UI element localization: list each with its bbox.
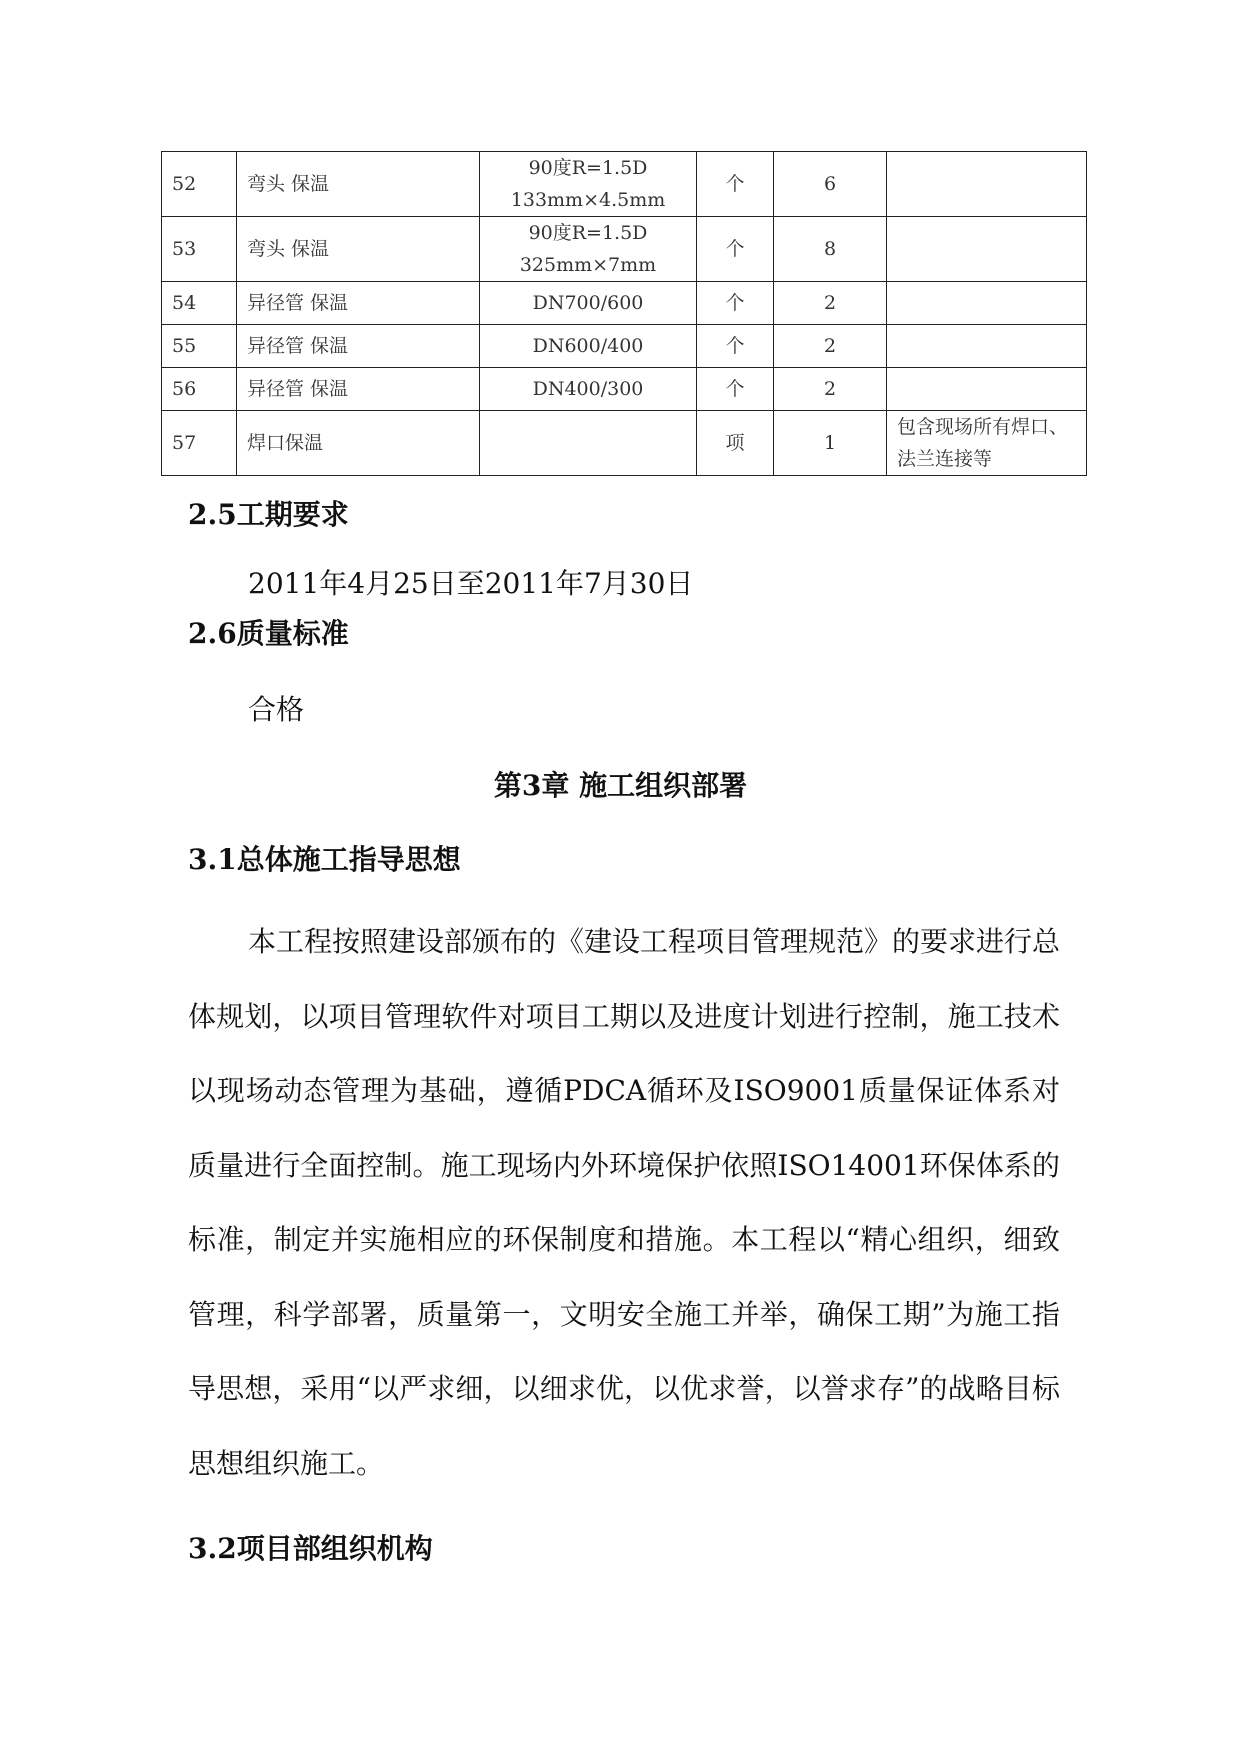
table-row: [162, 368, 1087, 411]
chapter-title: 第3章 施工组织部署: [493, 769, 748, 802]
item-spec: DN400/300: [480, 368, 697, 411]
item-qty: 8: [774, 217, 887, 282]
section-3-2-heading: 3.2项目部组织机构: [188, 1532, 433, 1565]
item-spec: [480, 217, 697, 282]
item-spec: DN600/400: [480, 325, 697, 368]
item-spec: [480, 411, 697, 476]
row-number: 54: [162, 282, 237, 325]
section-3-1-body: 本工程按照建设部颁布的《建设工程项目管理规范》的要求进行总体规划，以项目管理软件对项目工期以及进度计划进行控制，施工技术以现场动态管理为基础，遵循PDCA循环及ISO9001质量保证体系对质量进行全面控制。施工现场内外环境保护依照ISO14001环保体系的标准，制定并实施相应的环保制度和措施。本工程以“精心组织，细致管理，科学部署，质量第一，文明安全施工并举，确保工期”为施工指导思想，采用“以严求细，以细求优，以优求誉，以誉求存”的战略目标思想组织施工。: [188, 925, 1061, 1480]
table-row: [162, 282, 1087, 325]
spec-line: 133mm×4.5mm: [510, 189, 666, 211]
item-note: [887, 152, 1087, 217]
item-unit: 项: [697, 411, 774, 476]
section-2-5-heading: 2.5工期要求: [188, 498, 349, 531]
row-number: 57: [162, 411, 237, 476]
item-spec: DN700/600: [480, 282, 697, 325]
row-number: 52: [162, 152, 237, 217]
item-note: [887, 282, 1087, 325]
material-table: [161, 151, 1087, 476]
row-number: 53: [162, 217, 237, 282]
item-note: 包含现场所有焊口、法兰连接等: [887, 411, 1087, 476]
item-qty: 6: [774, 152, 887, 217]
spec-line: 90度R=1.5D: [528, 222, 648, 244]
item-qty: 2: [774, 368, 887, 411]
row-number: 56: [162, 368, 237, 411]
item-note: [887, 325, 1087, 368]
item-name: 焊口保温: [237, 411, 480, 476]
item-qty: 2: [774, 282, 887, 325]
table-row: [162, 217, 1087, 282]
item-spec: [480, 152, 697, 217]
item-unit: 个: [697, 152, 774, 217]
spec-line: 90度R=1.5D: [528, 157, 648, 179]
item-unit: 个: [697, 217, 774, 282]
item-name: 异径管 保温: [237, 368, 480, 411]
table-row: [162, 411, 1087, 476]
item-name: 弯头 保温: [237, 152, 480, 217]
table-row: [162, 325, 1087, 368]
schedule-text: 2011年4月25日至2011年7月30日: [248, 567, 694, 600]
item-name: 弯头 保温: [237, 217, 480, 282]
item-note: [887, 217, 1087, 282]
table-row: [162, 152, 1087, 217]
item-note: [887, 368, 1087, 411]
item-unit: 个: [697, 325, 774, 368]
item-qty: 1: [774, 411, 887, 476]
quality-text: 合格: [248, 693, 305, 726]
row-number: 55: [162, 325, 237, 368]
spec-line: 325mm×7mm: [519, 254, 657, 276]
item-unit: 个: [697, 368, 774, 411]
item-unit: 个: [697, 282, 774, 325]
item-name: 异径管 保温: [237, 325, 480, 368]
item-qty: 2: [774, 325, 887, 368]
item-name: 异径管 保温: [237, 282, 480, 325]
section-2-6-heading: 2.6质量标准: [188, 617, 349, 650]
section-3-1-heading: 3.1总体施工指导思想: [188, 843, 461, 876]
